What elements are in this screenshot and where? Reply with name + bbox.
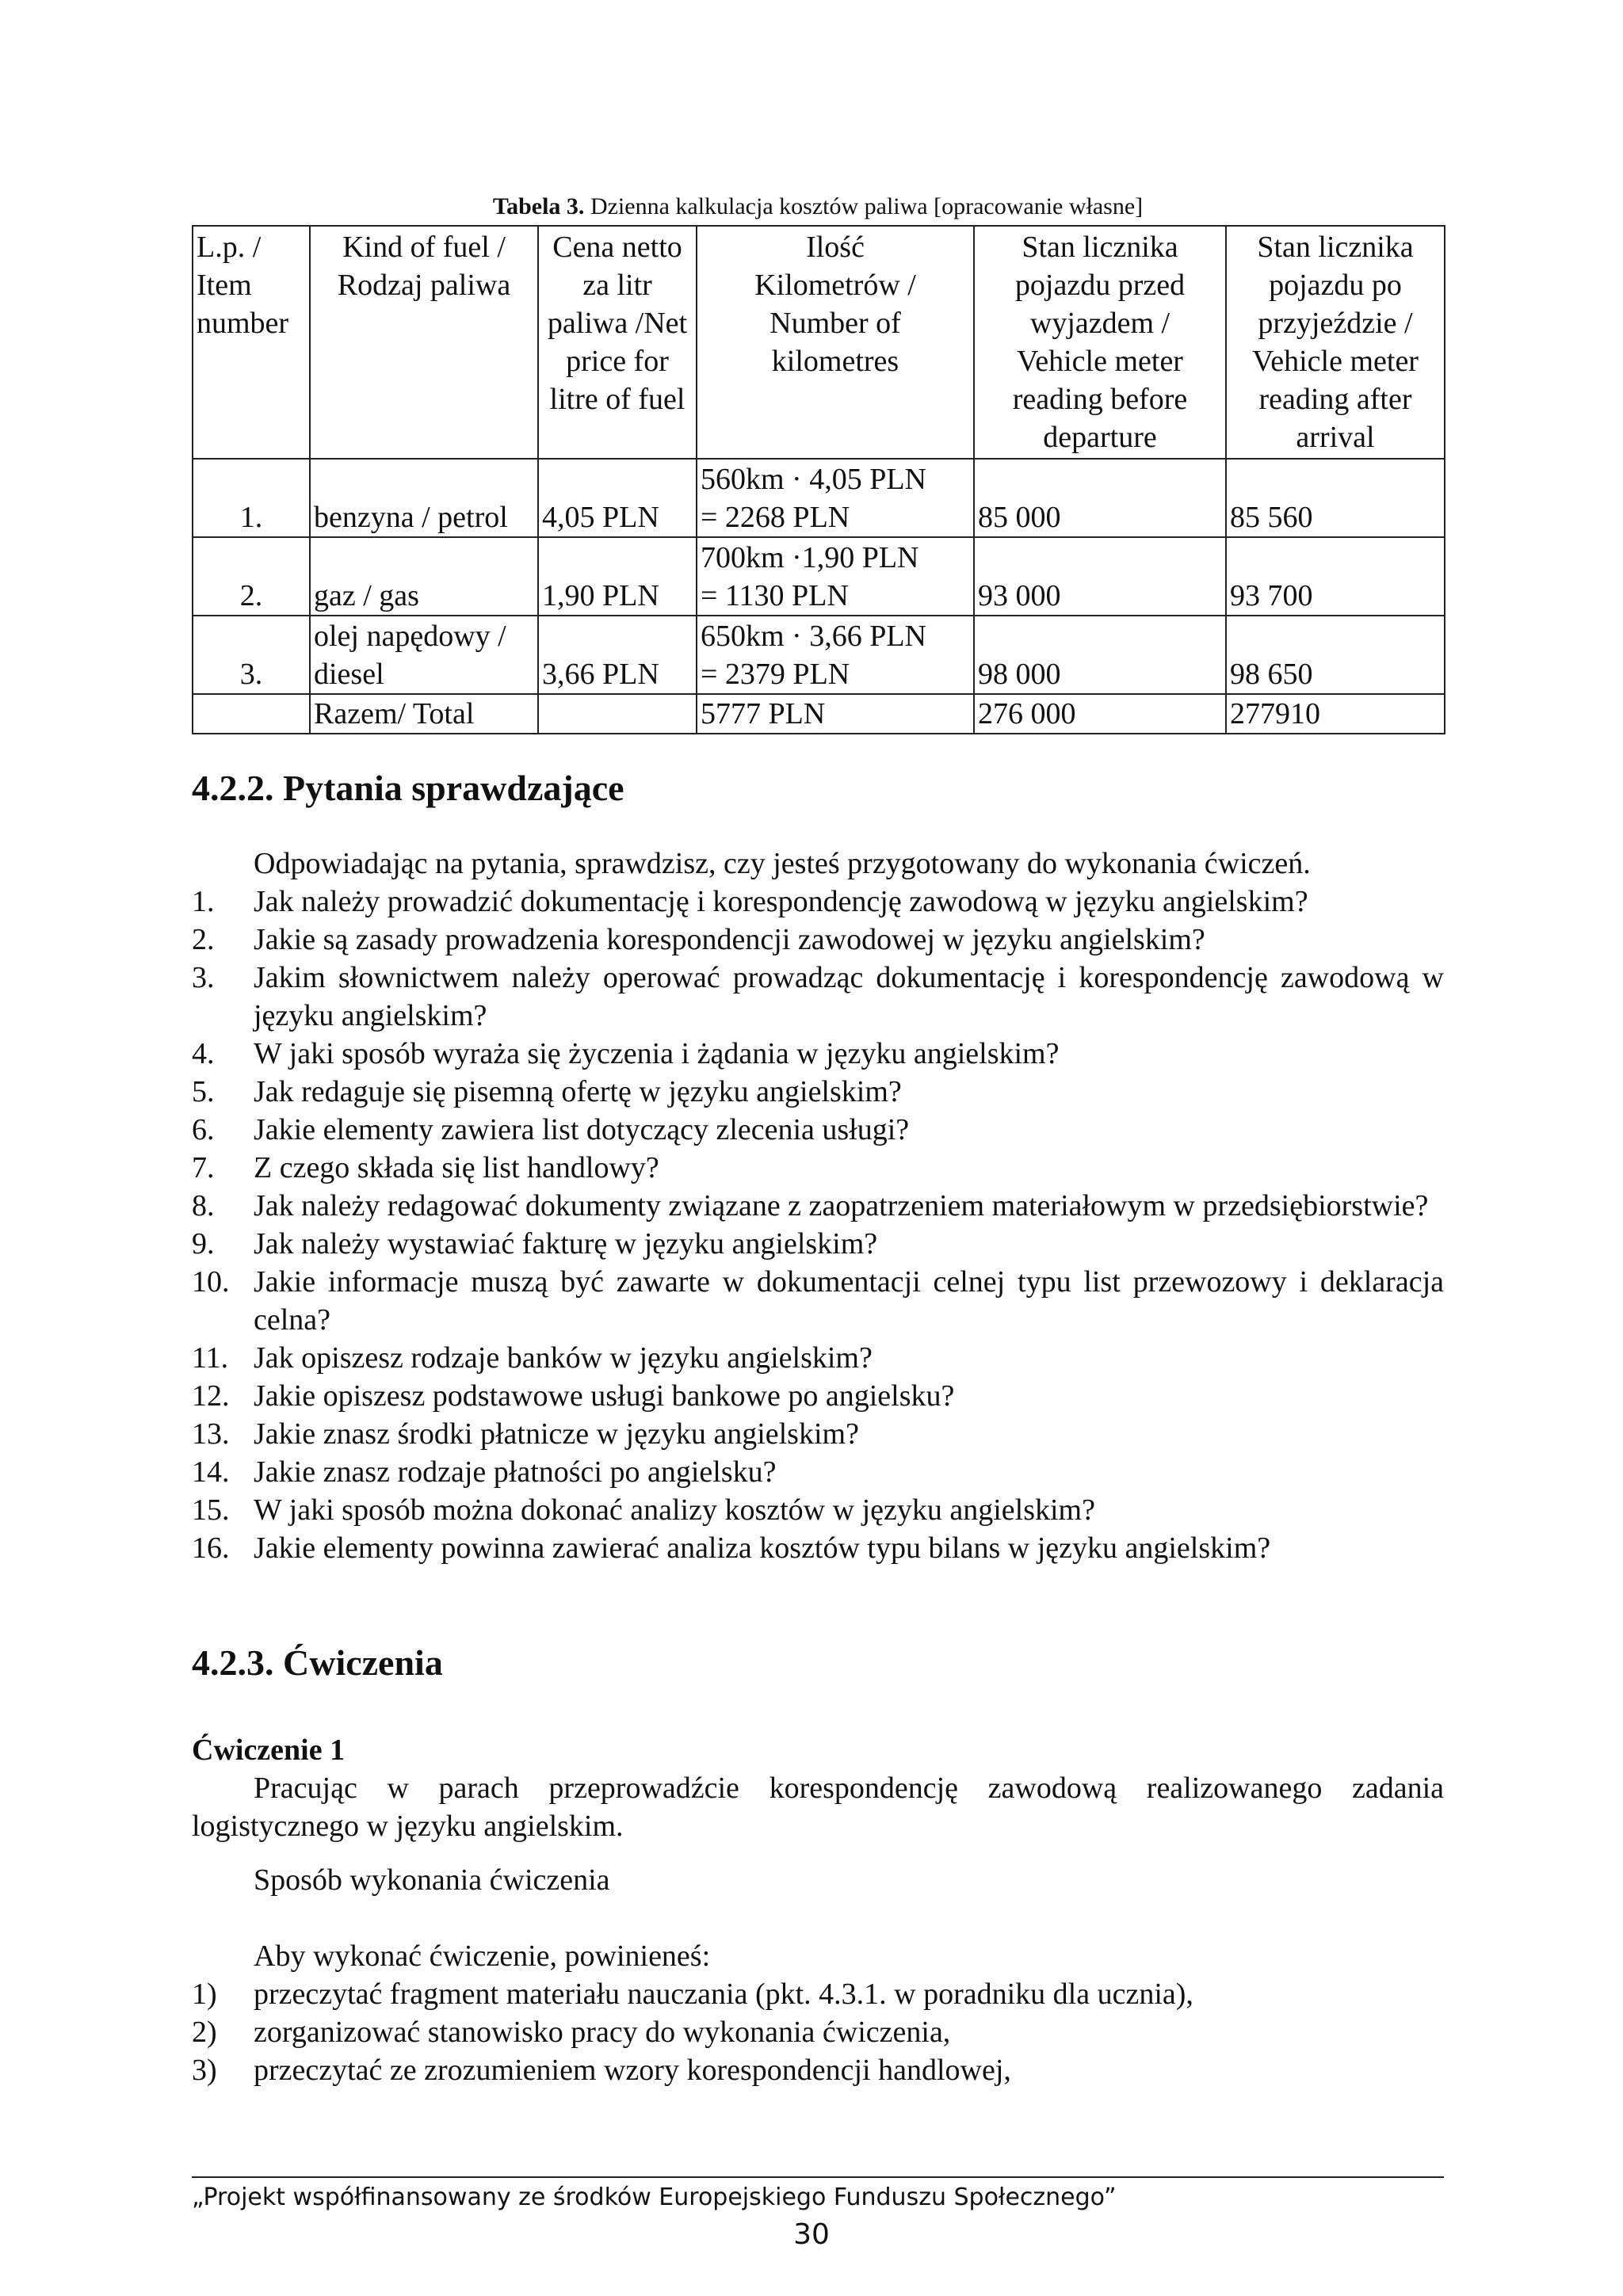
cell-km: 700km ·1,90 PLN = 1130 PLN xyxy=(697,537,974,616)
page-number: 30 xyxy=(793,2218,830,2251)
cell-price: 1,90 PLN xyxy=(538,537,697,616)
table-header-row xyxy=(193,226,1445,459)
list-item: 2. Jakie są zasady prowadzenia korespondencji zawodowej w języku angielskim? xyxy=(192,923,1205,956)
list-item: 8. Jak należy redagować dokumenty związane z zaopatrzeniem materiałowym w przedsiębiorstwie? xyxy=(192,1189,1429,1222)
footer-text: „Projekt współfinansowany ze środków Europejskiego Funduszu Społecznego” xyxy=(192,2183,1117,2211)
cell-fuel: benzyna / petrol xyxy=(310,459,538,537)
header-cell-fuel: Kind of fuel / Rodzaj paliwa xyxy=(310,226,538,459)
cell-total-before: 276 000 xyxy=(974,694,1226,734)
header-cell-km: Ilość Kilometrów / Number of kilometres xyxy=(697,226,974,459)
list-item: 7. Z czego składa się list handlowy? xyxy=(192,1151,659,1184)
list-item: 15. W jaki sposób można dokonać analizy kosztów w języku angielskim? xyxy=(192,1493,1095,1527)
list-item: 9. Jak należy wystawiać fakturę w języku angielskim? xyxy=(192,1227,878,1261)
steps-intro: Aby wykonać ćwiczenie, powinieneś: xyxy=(254,1939,711,1973)
table-caption-label: Tabela 3. xyxy=(492,193,585,219)
cell-after: 98 650 xyxy=(1226,616,1445,694)
list-item: 5. Jak redaguje się pisemną ofertę w języku angielskim? xyxy=(192,1075,902,1108)
list-item: 11. Jak opiszesz rodzaje banków w języku angielskim? xyxy=(192,1341,873,1375)
exercise-text: Pracując w parach przeprowadźcie korespondencję zawodową realizowanego zadania logistycznego w języku angielskim. xyxy=(192,1772,1444,1843)
list-item: 16. Jakie elementy powinna zawierać analiza kosztów typu bilans w języku angielskim? xyxy=(192,1531,1271,1565)
cell-km: 650km · 3,66 PLN = 2379 PLN xyxy=(697,616,974,694)
cell-total-km: 5777 PLN xyxy=(697,694,974,734)
header-cell-price: Cena netto za litr paliwa /Net price for litre of fuel xyxy=(538,226,697,459)
header-cell-after: Stan licznika pojazdu po przyjeździe / Vehicle meter reading after arrival xyxy=(1226,226,1445,459)
table-total-row xyxy=(193,694,1445,734)
list-item: 1. Jak należy prowadzić dokumentację i korespondencję zawodową w języku angielskim? xyxy=(192,885,1308,918)
cell-before: 85 000 xyxy=(974,459,1226,537)
cell-after: 85 560 xyxy=(1226,459,1445,537)
questions-intro: Odpowiadając na pytania, sprawdzisz, czy jesteś przygotowany do wykonania ćwiczeń. xyxy=(254,847,1311,880)
list-item: 6. Jakie elementy zawiera list dotyczący zlecenia usługi? xyxy=(192,1113,910,1146)
list-item: 10. Jakie informacje muszą być zawarte w dokumentacji celnej typu list przewozowy i deklaracja celna? xyxy=(192,1265,1444,1337)
cell-lp: 1. xyxy=(193,459,310,537)
list-item: 3. Jakim słownictwem należy operować prowadząc dokumentację i korespondencję zawodową w języku angielskim? xyxy=(192,961,1444,1032)
footer-divider xyxy=(192,2176,1444,2178)
section-title-exercises: 4.2.3. Ćwiczenia xyxy=(192,1642,443,1683)
table-row xyxy=(193,616,1445,694)
header-cell-lp: L.p. / Item number xyxy=(193,226,310,459)
list-item: 1) przeczytać fragment materiału nauczania (pkt. 4.3.1. w poradniku dla ucznia), xyxy=(192,1978,1193,2011)
table-caption xyxy=(192,193,1444,220)
list-item: 3) przeczytać ze zrozumieniem wzory korespondencji handlowej, xyxy=(192,2054,1011,2087)
list-item: 14. Jakie znasz rodzaje płatności po angielsku? xyxy=(192,1455,777,1489)
cell-total-label: Razem/ Total xyxy=(310,694,538,734)
table-caption-text: Dzienna kalkulacja kosztów paliwa [opracowanie własne] xyxy=(590,193,1144,219)
exercise-title: Ćwiczenie 1 xyxy=(192,1733,346,1767)
cell-empty xyxy=(538,694,697,734)
questions-list xyxy=(192,845,1444,1567)
cell-total-after: 277910 xyxy=(1226,694,1445,734)
table-row xyxy=(193,459,1445,537)
cell-lp: 2. xyxy=(193,537,310,616)
fuel-cost-table xyxy=(192,225,1445,734)
cell-km: 560km · 4,05 PLN = 2268 PLN xyxy=(697,459,974,537)
list-item: 12. Jakie opiszesz podstawowe usługi bankowe po angielsku? xyxy=(192,1379,955,1413)
cell-after: 93 700 xyxy=(1226,537,1445,616)
section-title-questions: 4.2.2. Pytania sprawdzające xyxy=(192,768,624,808)
method-heading: Sposób wykonania ćwiczenia xyxy=(254,1863,610,1897)
cell-price: 4,05 PLN xyxy=(538,459,697,537)
cell-lp: 3. xyxy=(193,616,310,694)
cell-fuel: gaz / gas xyxy=(310,537,538,616)
cell-before: 93 000 xyxy=(974,537,1226,616)
cell-empty xyxy=(193,694,310,734)
header-cell-before: Stan licznika pojazdu przed wyjazdem / Vehicle meter reading before departure xyxy=(974,226,1226,459)
cell-price: 3,66 PLN xyxy=(538,616,697,694)
list-item: 13. Jakie znasz środki płatnicze w języku angielskim? xyxy=(192,1417,859,1451)
steps-list xyxy=(192,1975,1444,2089)
table-row xyxy=(193,537,1445,616)
list-item: 4. W jaki sposób wyraża się życzenia i żądania w języku angielskim? xyxy=(192,1037,1060,1070)
cell-before: 98 000 xyxy=(974,616,1226,694)
list-item: 2) zorganizować stanowisko pracy do wykonania ćwiczenia, xyxy=(192,2016,951,2049)
cell-fuel: olej napędowy / diesel xyxy=(310,616,538,694)
